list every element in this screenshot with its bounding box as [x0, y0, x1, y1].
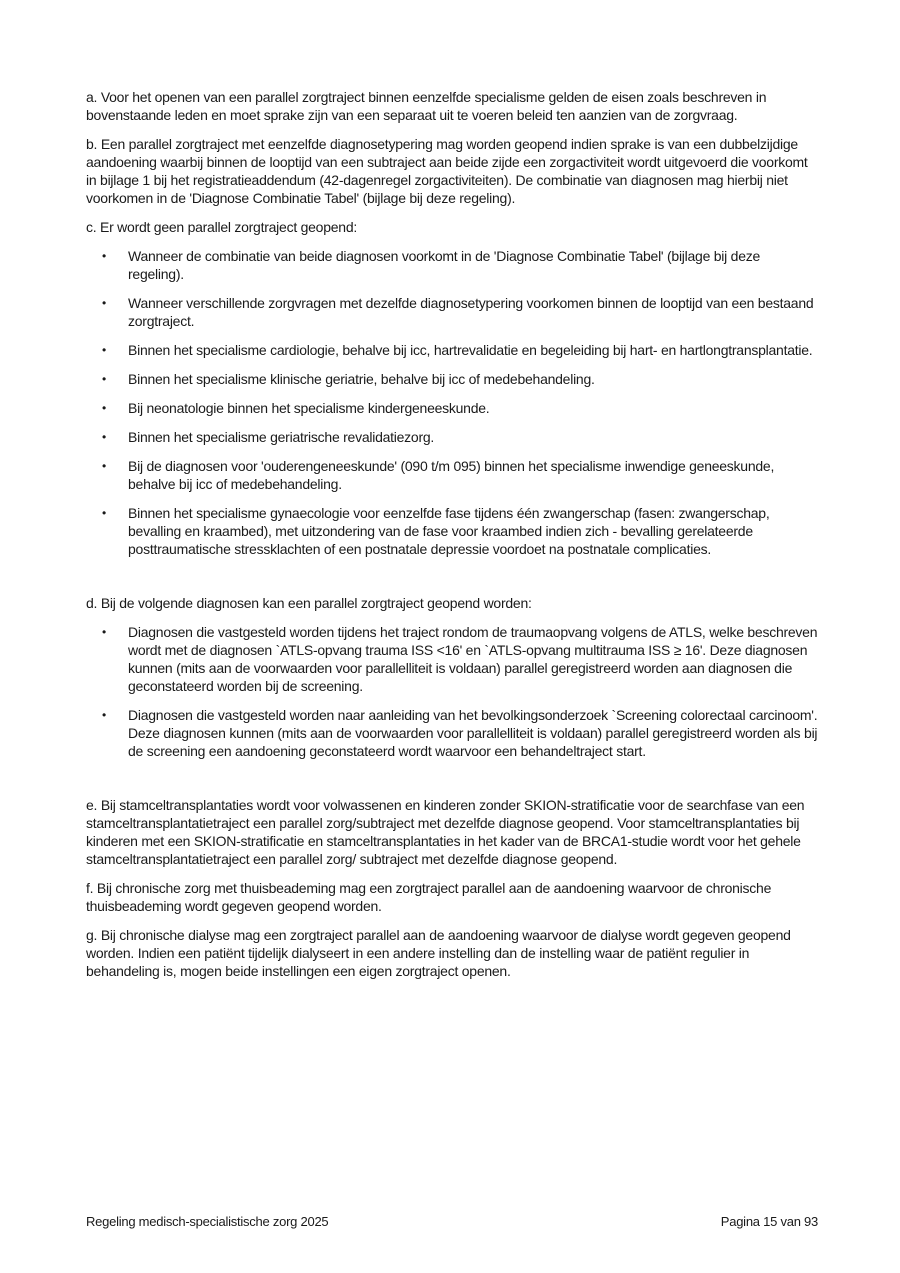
- list-item-text: Diagnosen die vastgesteld worden naar aanleiding van het bevolkingsonderzoek `Screening colorectaal carcinoom'. Deze diagnosen kunnen (mits aan de voorwaarden voor parallelliteit is voldaan) parallel geregistreerd worden als bij de screening een aandoening geconstateerd wordt waarvoor een behandeltraject start.: [128, 707, 818, 759]
- paragraph-a: a. Voor het openen van een parallel zorgtraject binnen eenzelfde specialisme gelden de eisen zoals beschreven in bovenstaande leden en moet sprake zijn van een separaat uit te voeren beleid ten aanzien van de zorgvraag.: [86, 89, 767, 123]
- list-item-text: Binnen het specialisme gynaecologie voor eenzelfde fase tijdens één zwangerschap (fasen: zwangerschap, bevalling en kraambed), met uitzondering van de fase voor kraambed indien zich - bevalling gerelateerde posttraumatische stressklachten of een postnatale depressie voordoet na postnatale complicaties.: [128, 505, 770, 557]
- bullet-icon: •: [102, 459, 106, 473]
- list-item: [86, 428, 818, 446]
- list-c: [86, 247, 818, 558]
- paragraph-f: f. Bij chronische zorg met thuisbeademing mag een zorgtraject parallel aan de aandoening waarvoor de chronische thuisbeademing wordt gegeven geopend worden.: [86, 880, 772, 914]
- list-item: [86, 623, 818, 695]
- list-item-text: Wanneer de combinatie van beide diagnosen voorkomt in de 'Diagnose Combinatie Tabel' (bijlage bij deze regeling).: [128, 248, 761, 282]
- footer-page-number: Pagina 15 van 93: [720, 1214, 818, 1229]
- bullet-icon: •: [102, 343, 106, 357]
- list-item: [86, 706, 818, 760]
- bullet-icon: •: [102, 506, 106, 520]
- list-item-text: Binnen het specialisme cardiologie, behalve bij icc, hartrevalidatie en begeleiding bij hart- en hartlongtransplantatie.: [128, 342, 813, 358]
- paragraph-e: e. Bij stamceltransplantaties wordt voor volwassenen en kinderen zonder SKION-stratificatie voor de searchfase van een stamceltransplantatietraject een parallel zorg/subtraject met dezelfde diagnose geopend. Voor stamceltransplantaties bij kinderen met een SKION-stratificatie en stamceltransplantaties in het kader van de BRCA1-studie wordt voor het gehele stamceltransplantatietraject een parallel zorg/ subtraject met dezelfde diagnose geopend.: [86, 797, 805, 867]
- list-item: [86, 399, 818, 417]
- list-item: [86, 370, 818, 388]
- list-item: [86, 247, 818, 283]
- list-item-text: Binnen het specialisme klinische geriatrie, behalve bij icc of medebehandeling.: [128, 371, 595, 387]
- bullet-icon: •: [102, 372, 106, 386]
- bullet-icon: •: [102, 708, 106, 722]
- paragraph-c-intro: c. Er wordt geen parallel zorgtraject geopend:: [86, 219, 357, 235]
- bullet-icon: •: [102, 625, 106, 639]
- bullet-icon: •: [102, 401, 106, 415]
- list-item-text: Binnen het specialisme geriatrische revalidatiezorg.: [128, 429, 435, 445]
- list-item: [86, 341, 818, 359]
- page-footer: [86, 1214, 818, 1230]
- list-d: [86, 623, 818, 760]
- bullet-icon: •: [102, 430, 106, 444]
- list-item: [86, 457, 818, 493]
- list-item: [86, 504, 818, 558]
- bullet-icon: •: [102, 296, 106, 310]
- list-item-text: Wanneer verschillende zorgvragen met dezelfde diagnosetypering voorkomen binnen de looptijd van een bestaand zorgtraject.: [128, 295, 814, 329]
- document-page: [86, 88, 818, 991]
- list-item-text: Bij neonatologie binnen het specialisme kindergeneeskunde.: [128, 400, 490, 416]
- paragraph-b: b. Een parallel zorgtraject met eenzelfde diagnosetypering mag worden geopend indien sprake is van een dubbelzijdige aandoening waarbij binnen de looptijd van een subtraject aan beide zijde een zorgactiviteit wordt uitgevoerd die voorkomt in bijlage 1 bij het registratieaddendum (42-dagenregel zorgactiviteiten). De combinatie van diagnosen mag hierbij niet voorkomen in de 'Diagnose Combinatie Tabel' (bijlage bij deze regeling).: [86, 136, 808, 206]
- bullet-icon: •: [102, 249, 106, 263]
- list-item-text: Bij de diagnosen voor 'ouderengeneeskunde' (090 t/m 095) binnen het specialisme inwendige geneeskunde, behalve bij icc of medebehandeling.: [128, 458, 775, 492]
- paragraph-g: g. Bij chronische dialyse mag een zorgtraject parallel aan de aandoening waarvoor de dialyse wordt gegeven geopend worden. Indien een patiënt tijdelijk dialyseert in een andere instelling dan de instelling waar de patiënt regulier in behandeling is, mogen beide instellingen een eigen zorgtraject openen.: [86, 927, 791, 979]
- list-item-text: Diagnosen die vastgesteld worden tijdens het traject rondom de traumaopvang volgens de ATLS, welke beschreven wordt met de diagnosen `ATLS-opvang trauma ISS <16' en `ATLS-opvang multitrauma ISS ≥ 16'. Deze diagnosen kunnen (mits aan de voorwaarden voor parallelliteit is voldaan) parallel geregistreerd worden aan diagnosen die geconstateerd worden bij de screening.: [128, 624, 818, 694]
- footer-document-title: Regeling medisch-specialistische zorg 2025: [86, 1214, 329, 1229]
- list-item: [86, 294, 818, 330]
- paragraph-d-intro: d. Bij de volgende diagnosen kan een parallel zorgtraject geopend worden:: [86, 595, 532, 611]
